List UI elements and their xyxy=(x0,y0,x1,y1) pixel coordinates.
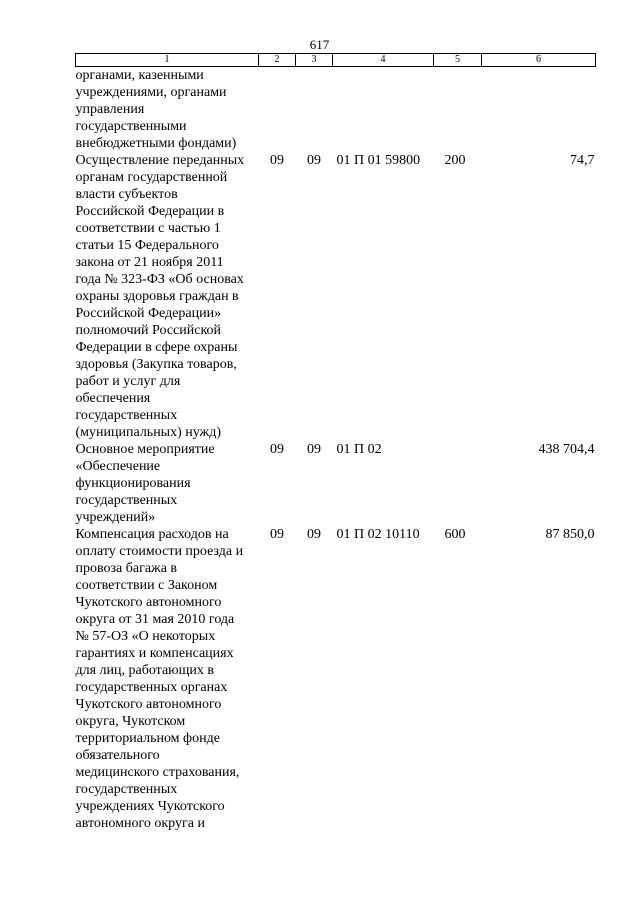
target-article-code xyxy=(333,67,434,153)
amount: 438 704,4 xyxy=(538,442,595,457)
column-header-5: 5 xyxy=(434,54,482,67)
table-row xyxy=(76,152,596,441)
target-article-code: 01 П 01 59800 xyxy=(336,153,421,168)
item-name: Основное мероприятие «Обеспечение функционирования государственных учреждений» xyxy=(75,442,215,525)
amount: 87 850,0 xyxy=(545,527,595,542)
subsection-code: 09 xyxy=(307,153,321,168)
table-header xyxy=(76,54,596,67)
table-row xyxy=(76,67,596,153)
budget-table xyxy=(75,53,596,832)
amount xyxy=(482,67,596,153)
section-code: 09 xyxy=(270,153,284,168)
expense-type-code xyxy=(434,67,482,153)
column-header-6: 6 xyxy=(482,54,596,67)
column-header-1: 1 xyxy=(76,54,259,67)
subsection-code: 09 xyxy=(307,442,321,457)
subsection-code xyxy=(296,67,333,153)
table-header-row xyxy=(76,54,596,67)
subsection-code: 09 xyxy=(307,527,321,542)
section-code: 09 xyxy=(270,527,284,542)
column-header-2: 2 xyxy=(259,54,296,67)
item-name: органами, казенными учреждениями, органами управления государственными внебюджетными фондами) xyxy=(75,68,237,151)
page-number: 617 xyxy=(309,37,330,52)
section-code: 09 xyxy=(270,442,284,457)
target-article-code: 01 П 02 10110 xyxy=(336,527,420,542)
expense-type-code: 200 xyxy=(444,153,466,168)
table-row xyxy=(76,526,596,832)
item-name: Компенсация расходов на оплату стоимости проезда и провоза багажа в соответствии с Законом Чукотского автономного округа от 31 мая 2010 года № 57-ОЗ «О некоторых гарантиях и компенсациях для лиц, работающих в государственных органах Чукотского автономного округа, Чукотском территориальном фонде обязательного медицинского страхования, государственных учреждениях Чукотского автономного округа и xyxy=(75,527,244,831)
expense-type-code: 600 xyxy=(444,527,466,542)
column-header-3: 3 xyxy=(296,54,333,67)
table-row xyxy=(76,441,596,526)
target-article-code: 01 П 02 xyxy=(336,442,382,457)
item-name: Осуществление переданных органам государственной власти субъектов Российской Федерации в соответствии с частью 1 статьи 15 Федерального закона от 21 ноября 2011 года № 323-ФЗ «Об основах охраны здоровья граждан в Российской Федерации» полномочий Российской Федерации в сфере охраны здоровья (Закупка товаров, работ и услуг для обеспечения государственных (муниципальных) нужд) xyxy=(75,153,245,440)
column-header-4: 4 xyxy=(333,54,434,67)
section-code xyxy=(259,67,296,153)
table-body xyxy=(76,67,596,833)
amount: 74,7 xyxy=(570,153,595,168)
expense-type-code xyxy=(434,441,482,526)
